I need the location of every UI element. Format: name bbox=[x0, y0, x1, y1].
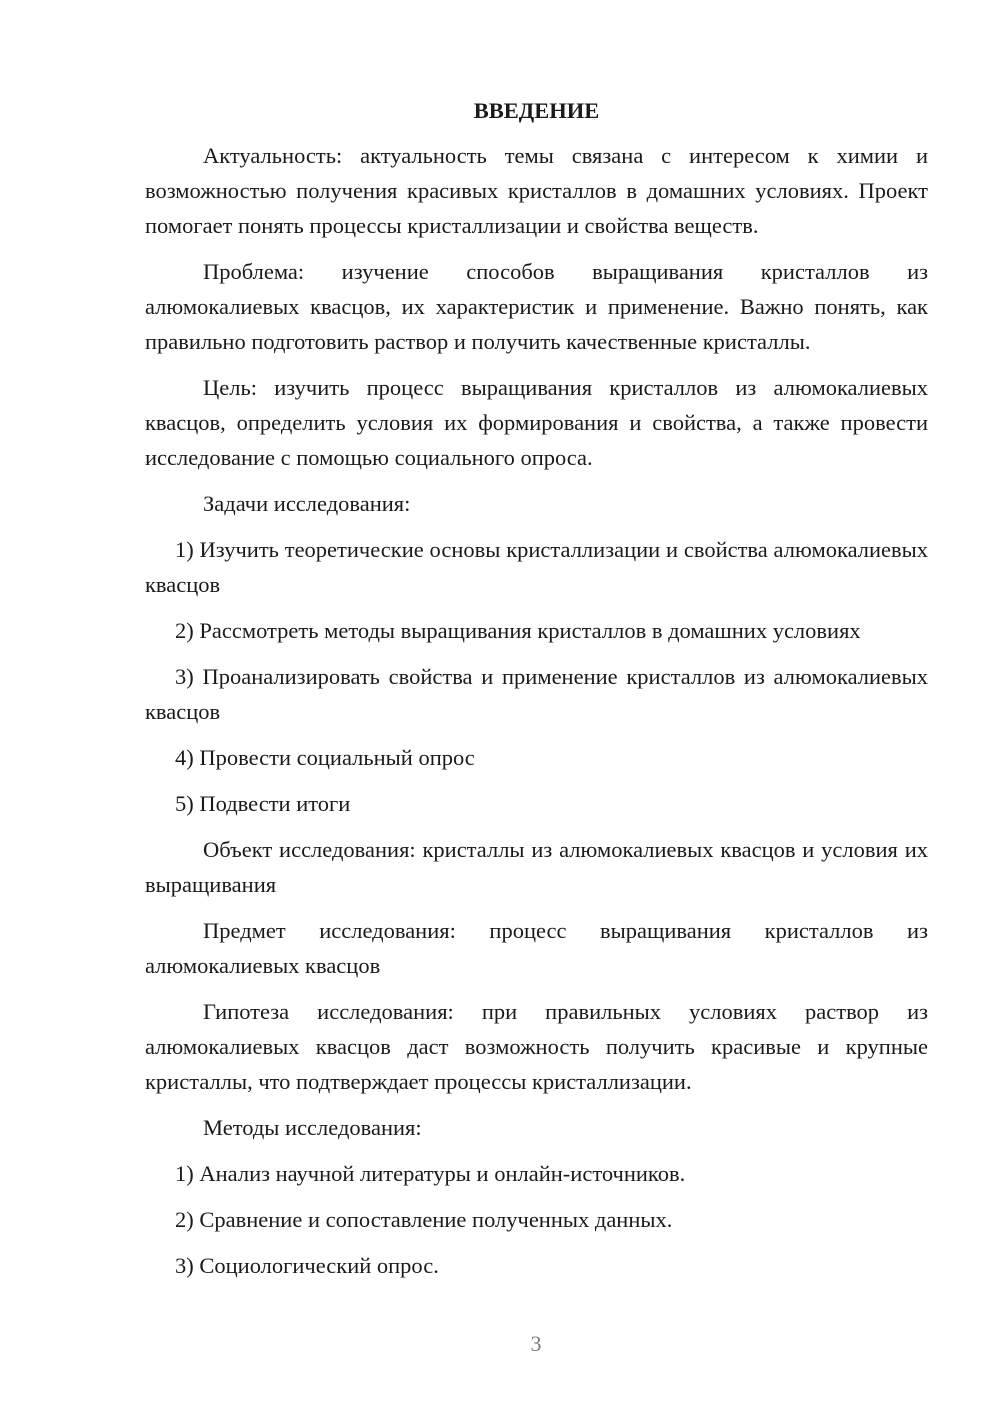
paragraph-goal: Цель: изучить процесс выращивания кристаллов из алюмокалиевых квасцов, определить условия их формирования и свойства, а также провести исследование с помощью социального опроса. bbox=[145, 375, 928, 470]
task-item-4: 4) Провести социальный опрос bbox=[175, 745, 475, 770]
tasks-heading: Задачи исследования: bbox=[203, 491, 411, 516]
paragraph-relevance: Актуальность: актуальность темы связана с интересом к химии и возможностью получения красивых кристаллов в домашних условиях. Проект помогает понять процессы кристаллизации и свойства веществ. bbox=[145, 143, 928, 238]
paragraph-object: Объект исследования: кристаллы из алюмокалиевых квасцов и условия их выращивания bbox=[145, 837, 928, 897]
paragraph-problem: Проблема: изучение способов выращивания кристаллов из алюмокалиевых квасцов, их характеристик и применение. Важно понять, как правильно подготовить раствор и получить качественные кристаллы. bbox=[145, 259, 928, 354]
method-item-3: 3) Социологический опрос. bbox=[175, 1253, 439, 1278]
page-number: 3 bbox=[530, 1331, 542, 1356]
document-body bbox=[145, 93, 928, 1294]
task-item-2: 2) Рассмотреть методы выращивания кристаллов в домашних условиях bbox=[175, 618, 861, 643]
task-item-5: 5) Подвести итоги bbox=[175, 791, 351, 816]
method-item-2: 2) Сравнение и сопоставление полученных данных. bbox=[175, 1207, 673, 1232]
task-item-3: 3) Проанализировать свойства и применение кристаллов из алюмокалиевых квасцов bbox=[145, 664, 928, 724]
section-title: ВВЕДЕНИЕ bbox=[473, 98, 600, 123]
method-item-1: 1) Анализ научной литературы и онлайн-источников. bbox=[175, 1161, 686, 1186]
methods-heading: Методы исследования: bbox=[203, 1115, 422, 1140]
task-item-1: 1) Изучить теоретические основы кристаллизации и свойства алюмокалиевых квасцов bbox=[145, 537, 928, 597]
paragraph-subject: Предмет исследования: процесс выращивания кристаллов из алюмокалиевых квасцов bbox=[145, 918, 928, 978]
paragraph-hypothesis: Гипотеза исследования: при правильных условиях раствор из алюмокалиевых квасцов даст возможность получить красивые и крупные кристаллы, что подтверждает процессы кристаллизации. bbox=[145, 999, 928, 1094]
